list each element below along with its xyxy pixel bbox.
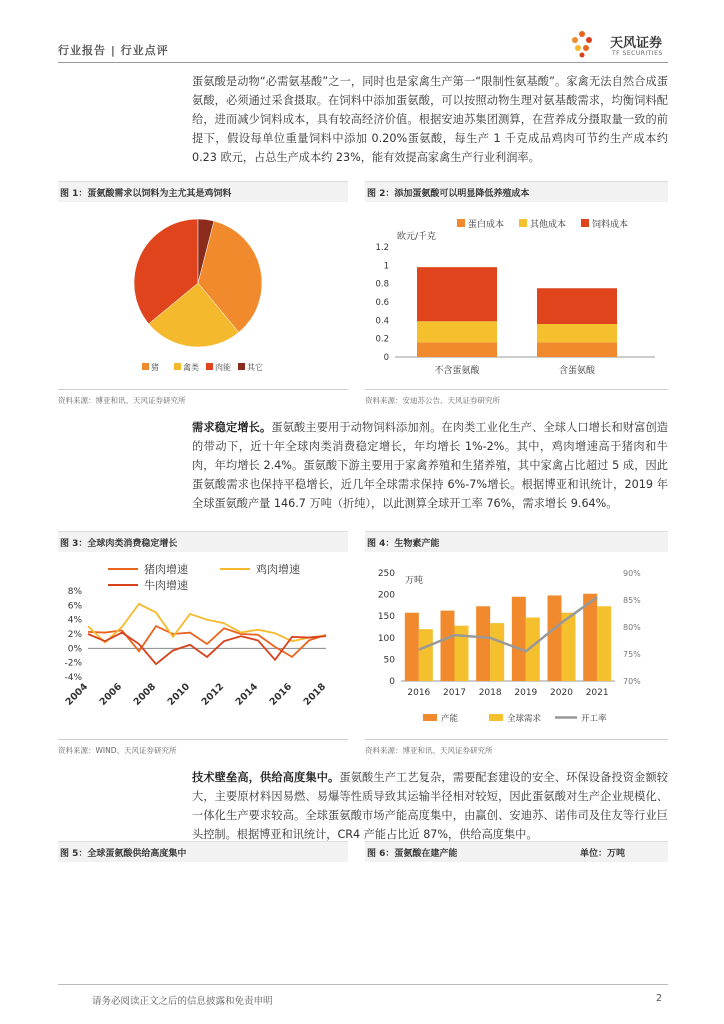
paragraph-3-body: 蛋氨酸生产工艺复杂，需要配套建设的安全、环保设备投资金额较大，主要原材料因易燃、易爆等性质导致其运输半径相对较短，因此蛋氨酸对生产企业规模化、一体化生产要求较高。全球蛋氨酸市场产能高度集中，由赢创、安迪苏、诺伟司及住友等行业巨头控制。根据博亚和讯统计，CR4 产能占比近 87%，供给高度集中。 [192, 771, 668, 841]
x-tick-label: 2017 [443, 688, 466, 698]
legend-swatch [238, 363, 245, 370]
bar [562, 613, 576, 681]
paragraph-3 [192, 768, 668, 844]
bar [455, 626, 469, 681]
figure-1-source-divider [58, 389, 348, 390]
legend-label: 鸡肉增速 [256, 563, 300, 576]
report-type: 行业报告 | 行业点评 [58, 44, 169, 57]
header-divider [58, 62, 668, 63]
figure-4-title: 图 4：生物素产能 [367, 539, 440, 549]
bar [548, 595, 562, 681]
paragraph-3-lead: 技术壁垒高，供给高度集中。 [192, 771, 340, 784]
brand-name: 天风证券 [610, 36, 663, 51]
y-tick-label: 4% [67, 615, 82, 626]
legend-label: 蛋白成本 [468, 220, 505, 230]
figure-6-unit: 单位：万吨 [580, 849, 626, 859]
y-tick-label: 2% [67, 630, 82, 640]
bar-segment [537, 324, 617, 342]
figure-4-source: 资料来源：博亚和讯、天风证券研究所 [365, 746, 493, 755]
figure-5-title: 图 5：全球蛋氨酸供给高度集中 [60, 849, 187, 859]
y-tick-label: 100 [377, 633, 395, 644]
y-tick-label: 0 [389, 677, 395, 687]
legend-label: 肉能 [215, 363, 231, 372]
y-tick-label: 6% [67, 601, 82, 612]
x-tick-label: 2016 [267, 681, 295, 708]
figure-1-pie-chart [58, 205, 348, 385]
legend-label: 其他成本 [530, 220, 567, 230]
y-tick-label: -2% [64, 658, 82, 669]
y-tick-label: 1 [383, 261, 389, 272]
x-tick-label: 2006 [97, 681, 125, 708]
page-number: 2 [656, 993, 663, 1004]
legend-swatch [581, 219, 589, 227]
figure-2-source: 资料来源：安迪苏公告、天风证券研究所 [365, 396, 500, 405]
bar-segment [537, 342, 617, 357]
y-tick-label: 250 [377, 569, 395, 579]
bar [490, 623, 504, 681]
x-tick-label: 不含蛋氨酸 [434, 366, 480, 376]
y-tick-label: 8% [67, 587, 82, 597]
y-tick-label: 1.2 [375, 243, 389, 253]
x-tick-label: 2010 [165, 681, 193, 708]
legend-swatch [174, 363, 181, 370]
legend-swatch [519, 219, 527, 227]
legend-label: 牛肉增速 [144, 579, 188, 592]
figure-2-ylabel: 欧元/千克 [397, 232, 437, 242]
x-tick-label: 2004 [63, 681, 91, 708]
y2-tick-label: 90% [623, 569, 641, 578]
y2-tick-label: 75% [623, 650, 641, 659]
paragraph-2-body: 蛋氨酸主要用于动物饲料添加剂。在肉类工业化生产、全球人口增长和财富创造的带动下，近十年全球肉类消费稳定增长，年均增长 1%-2%。其中，鸡肉增速高于猪肉和牛肉，年均增长 2.4%。蛋氨酸下游主要用于家禽养殖和生猪养殖，其中家禽占比超过 5 成，因此蛋氨酸需求也保持平稳增长，近几年全球需求保持 6%-7%增长。根据博亚和讯统计，2019 年全球蛋氨酸产量 146.7 万吨（折纯），以此测算全球开工率 76%，需求增长 9.64%。 [192, 421, 668, 510]
x-tick-label: 2008 [131, 681, 159, 708]
legend-label: 产能 [441, 714, 459, 724]
bar-segment [417, 342, 497, 357]
y-tick-label: 0% [67, 644, 82, 655]
legend-swatch [457, 219, 465, 227]
bar [512, 597, 526, 681]
legend-label: 禽类 [183, 363, 199, 372]
y2-tick-label: 70% [623, 677, 641, 686]
series-line [88, 626, 326, 657]
x-tick-label: 2018 [478, 688, 502, 698]
y-tick-label: 0.4 [375, 316, 389, 327]
footer-divider [58, 984, 668, 985]
figure-4-combo-chart [365, 555, 668, 735]
footer-disclaimer: 请务必阅读正文之后的信息披露和免责申明 [92, 996, 273, 1007]
paragraph-1: 蛋氨酸是动物“必需氨基酸”之一，同时也是家禽生产第一“限制性氨基酸”。家禽无法自然合成蛋氨酸，必须通过采食摄取。在饲料中添加蛋氨酸，可以按照动物生理对氨基酸需求，均衡饲料配给，进而减少饲料成本，具有较高经济价值。根据安迪苏集团测算，在营养成分摄取量一致的前提下，假设每单位重量饲料中添加 0.20%蛋氨酸，每生产 1 千克成品鸡肉可节约生产成本约 0.23 欧元，占总生产成本约 23%，能有效提高家禽生产行业利润率。 [192, 75, 668, 164]
y-tick-label: 0 [383, 353, 389, 363]
bar-segment [537, 288, 617, 324]
y-tick-label: 150 [377, 612, 395, 623]
y2-tick-label: 80% [623, 623, 641, 632]
x-tick-label: 2020 [550, 688, 573, 698]
figure-4-source-divider [365, 739, 668, 740]
bar [419, 629, 433, 681]
y-tick-label: 50 [383, 655, 395, 666]
legend-swatch [142, 363, 149, 370]
x-tick-label: 2016 [407, 688, 431, 698]
figure-3-line-chart [58, 555, 348, 735]
y-tick-label: 0.6 [375, 298, 389, 308]
legend-label: 猪 [151, 363, 159, 372]
legend-swatch [489, 714, 503, 721]
series-line [88, 604, 326, 643]
figure-2-title: 图 2：添加蛋氨酸可以明显降低养殖成本 [367, 189, 530, 199]
x-tick-label: 含蛋氨酸 [558, 366, 596, 376]
figure-1-source: 资料来源：博亚和讯、天风证券研究所 [58, 396, 186, 405]
legend-label: 开工率 [581, 714, 607, 724]
y-tick-label: 0.2 [375, 334, 389, 345]
x-tick-label: 2014 [233, 681, 261, 708]
paragraph-2 [192, 418, 668, 513]
y-tick-label: 200 [377, 590, 395, 601]
x-tick-label: 2019 [514, 688, 538, 698]
y-tick-label: -4% [64, 673, 82, 683]
x-tick-label: 2012 [199, 681, 227, 708]
bar [476, 606, 490, 681]
legend-label: 饲料成本 [592, 220, 629, 230]
brand-name-en: TF SECURITIES [612, 50, 663, 57]
bar-segment [417, 267, 497, 321]
legend-swatch [206, 363, 213, 370]
figure-6-title: 图 6：蛋氨酸在建产能 [367, 849, 458, 859]
bar [405, 613, 419, 681]
figure-2-stacked-bar-chart [365, 205, 668, 385]
figure-2-source-divider [365, 389, 668, 390]
legend-label: 全球需求 [507, 714, 542, 724]
bar [597, 606, 611, 681]
y2-tick-label: 85% [623, 596, 641, 605]
figure-3-source: 资料来源：WIND、天风证券研究所 [58, 746, 177, 755]
bar [441, 611, 455, 681]
bar-segment [417, 321, 497, 342]
y-tick-label: 0.8 [375, 279, 389, 290]
figure-1-title: 图 1：蛋氨酸需求以饲料为主尤其是鸡饲料 [60, 189, 232, 199]
x-tick-label: 2021 [585, 688, 609, 698]
legend-label: 猪肉增速 [144, 563, 188, 576]
legend-label: 其它 [247, 363, 263, 372]
figure-4-ylabel: 万吨 [405, 576, 424, 586]
figure-3-source-divider [58, 739, 348, 740]
paragraph-2-lead: 需求稳定增长。 [192, 421, 272, 434]
legend-swatch [423, 714, 437, 721]
figure-3-title: 图 3：全球肉类消费稳定增长 [60, 539, 178, 549]
x-tick-label: 2018 [301, 681, 329, 708]
